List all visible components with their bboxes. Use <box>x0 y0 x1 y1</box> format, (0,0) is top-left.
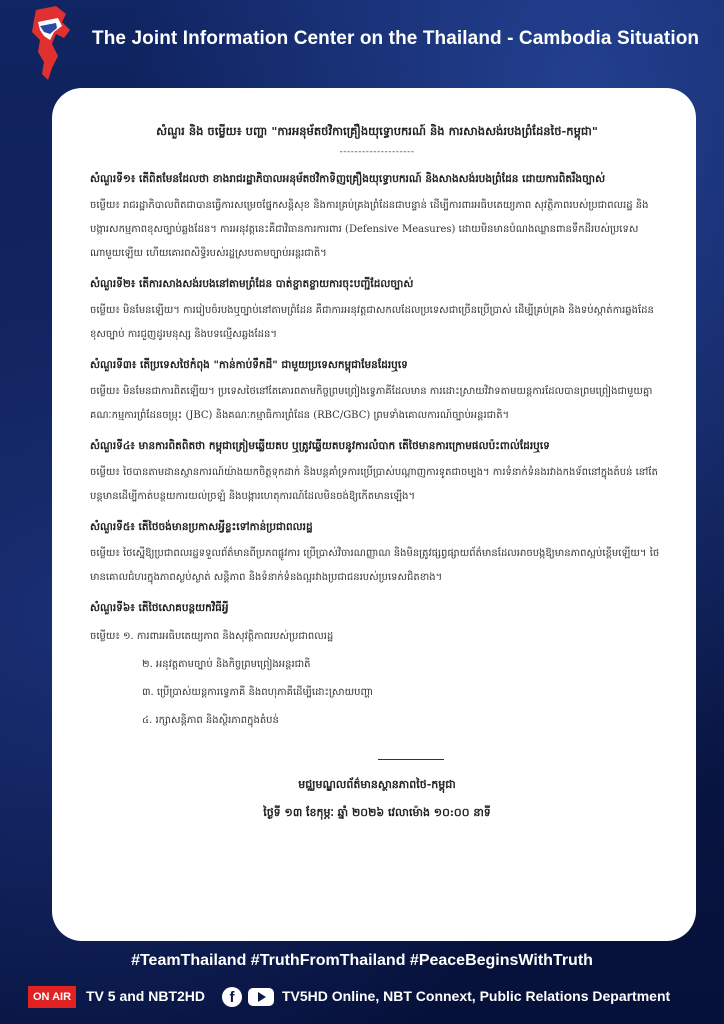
qa-item <box>90 171 664 266</box>
bottom-bar <box>0 980 724 1020</box>
qa-item <box>90 519 664 590</box>
question: សំណួរទី២៖ តើការសាងសង់របងនៅតាមព្រំដែន បាត់ខ្ចាតខ្ចាយការចុះបញ្ជីដែលច្បាស់ <box>90 278 414 290</box>
thailand-map-logo <box>22 4 80 84</box>
document-footer <box>90 778 664 822</box>
answer: ចម្លើយ៖ មិនមែនជាការពិតឡើយ។ ប្រទេសថៃនៅតែគោរពតាមកិច្ចព្រមព្រៀងទ្វេភាគីដែលមាន ការដោះស្រាយវិវាទតាមយន្តការដែលបានព្រមព្រៀងជាមួយគ្នា គណៈកម្មការព្រំដែនចម្រុះ (JBC) និងគណៈកម្មាធិការព្រំដែន (RBC/GBC) ព្រមទាំងគោលការណ៍ច្បាប់អន្តរជាតិ។ <box>90 386 653 421</box>
youtube-icon <box>248 988 274 1006</box>
list-item: ៣. ប្រើប្រាស់យន្តការទ្វេភាគី និងពហុភាគីដើម្បីដោះស្រាយបញ្ហា <box>142 687 373 698</box>
question: សំណួរទី៣៖ តើប្រទេសថៃកំពុង "កាន់កាប់ទឹកដី" ជាមួយប្រទេសកម្ពុជាមែនដែរឬទេ <box>90 359 408 371</box>
answer: ចម្លើយ៖ មិនមែនឡើយ។ ការរៀបចំរបងឬច្បាប់នៅតាមព្រំដែន គឺជាការអនុវត្តជាសកលដែលប្រទេសជាច្រើនប្រើប្រាស់ ដើម្បីគ្រប់គ្រង និងទប់ស្កាត់ការឆ្លងដែនខុសច្បាប់ ការជួញដូរមនុស្ស និងបទល្មើសឆ្លងដែន។ <box>90 305 654 340</box>
document-title: សំណួរ និង ចម្លើយ៖ បញ្ហា "ការអនុម័តថវិកាគ្រឿងយុទ្ធោបករណ៍ និង ការសាងសង់របងព្រំដែនថៃ-កម្ពុជា" <box>156 124 598 138</box>
issuing-organization: មជ្ឈមណ្ឌលព័ត៌មានស្ថានភាពថៃ-កម្ពុជា <box>298 778 456 791</box>
document-card <box>52 88 696 941</box>
qa-item <box>90 357 664 428</box>
list-item: ចម្លើយ៖ ១. ការពារអធិបតេយ្យភាព និងសុវត្ថិភាពរបស់ប្រជាពលរដ្ឋ <box>90 631 334 642</box>
qa-item <box>90 438 664 509</box>
list-item: ២. អនុវត្តតាមច្បាប់ និងកិច្ចព្រមព្រៀងអន្តរជាតិ <box>142 659 311 670</box>
answer: ចម្លើយ៖ ថៃស្នើឱ្យប្រជាពលរដ្ឋទទួលព័ត៌មានពីប្រភពផ្លូវការ ប្រើប្រាស់វិចារណញ្ញាណ និងមិនត្រូវផ្សព្វផ្សាយព័ត៌មានដែលអាចបង្កឱ្យមានភាពស្អប់ខ្ពើមឡើយ។ ថៃមានគោលជំហរក្នុងភាពស្ងប់ស្ងាត់ សន្តិភាព និងទំនាក់ទំនងល្អរវាងប្រជាជនរបស់ប្រទេសជិតខាង។ <box>90 548 660 583</box>
answer-list <box>90 623 664 735</box>
on-air-badge: ON AIR <box>28 986 76 1008</box>
header-title: The Joint Information Center on the Thailand - Cambodia Situation <box>92 28 700 49</box>
list-item: ៤. រក្សាសន្តិភាព និងស្ថិរភាពក្នុងតំបន់ <box>142 715 279 726</box>
qa-item <box>90 600 664 735</box>
outlets-text: TV5HD Online, NBT Connext, Public Relations Department <box>282 988 671 1004</box>
answer: ចម្លើយ៖ ថៃបានតាមដានស្ថានការណ៍យ៉ាងយកចិត្តទុកដាក់ និងបន្តគាំទ្រការប្រើប្រាស់បណ្តាញការទូតជាចម្បង។ ការទំនាក់ទំនងរវាងកងទ័ពនៅក្នុងតំបន់ នៅតែបន្តមានដើម្បីកាត់បន្ថយការយល់ច្រឡំ និងបង្ការហេតុការណ៍ដែលមិនចង់ឱ្យកើតមានឡើង។ <box>90 467 658 502</box>
answer: ចម្លើយ៖ រាជរដ្ឋាភិបាលពិតជាបានធ្វើការសម្រេចផ្នែកសន្តិសុខ និងការគ្រប់គ្រងព្រំដែនជាបន្ទាន់ ដើម្បីការពារអធិបតេយ្យភាព សុវត្ថិភាពរបស់ប្រជាពលរដ្ឋ និងបង្ការសកម្មភាពខុសច្បាប់ឆ្លងដែន។ ការអនុវត្តនេះគឺជាវិធានការការពារ (Defensive Measures) ដោយមិនមានបំណងឈ្លានពានទឹកដីរបស់ប្រទេសណាមួយឡើយ ហើយគោរពសិទ្ធិរបស់រដ្ឋស្របតាមច្បាប់អន្តរជាតិ។ <box>90 200 649 259</box>
question: សំណួរទី៤៖ មានការពិតពិតថា កម្ពុជាត្រៀមឆ្លើយតប ឬត្រូវឆ្លើយតបនូវការលំបាក តើថៃមានការក្រោមផលប៉ះពាល់ដែរឬទេ <box>90 440 550 452</box>
signature-rule <box>378 759 444 760</box>
qa-item <box>90 276 664 347</box>
title-separator: -------------------- <box>339 147 415 157</box>
issue-date: ថ្ងៃទី ១៣ ខែកុម្ភៈ ឆ្នាំ ២០២៦ វេលាម៉ោង ១០:០០ នាទី <box>263 806 491 819</box>
facebook-icon: f <box>222 987 242 1007</box>
hashtags: #TeamThailand #TruthFromThailand #PeaceBeginsWithTruth <box>131 952 593 969</box>
question: សំណួរទី១៖ តើពិតមែនដែលថា ខាងរាជរដ្ឋាភិបាលអនុម័តថវិកាទិញគ្រឿងយុទ្ធោបករណ៍ និងសាងសង់របងព្រំដែន ដោយការពិតរឹងច្បាស់ <box>90 173 606 185</box>
channels-text: TV 5 and NBT2HD <box>86 988 206 1004</box>
question: សំណួរទី៦៖ តើថៃសោគបន្តយកវិធីអ្វី <box>90 602 229 614</box>
question: សំណួរទី៥៖ តើថៃចង់មានប្រកាសអ្វីខ្លះទៅកាន់ប្រជាពលរដ្ឋ <box>90 521 313 533</box>
